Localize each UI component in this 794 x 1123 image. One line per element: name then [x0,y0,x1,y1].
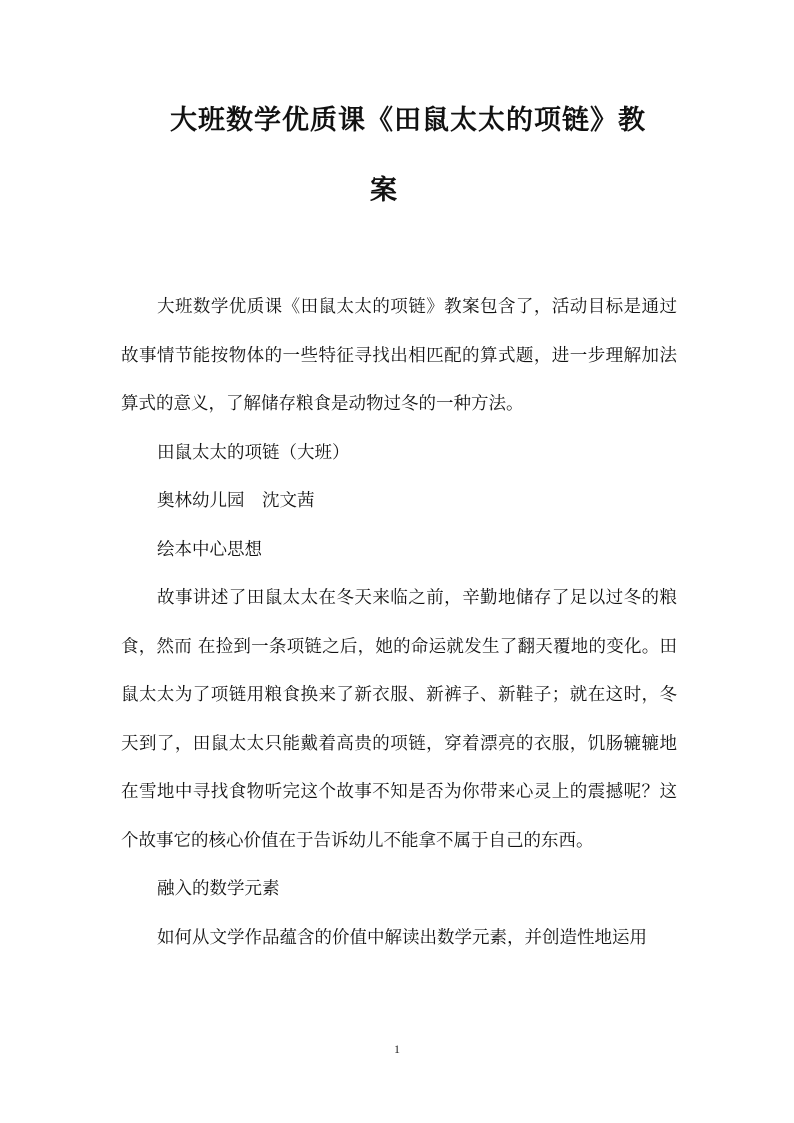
lesson-heading: 田鼠太太的项链（大班） [157,442,350,463]
story-summary-paragraph: 故事讲述了田鼠太太在冬天来临之前，辛勤地储存了足以过冬的粮食，然而 在捡到一条项链之后，她的命运就发生了翻天覆地的变化。田鼠太太为了项链用粮食换来了新衣服、新裤子、新鞋子；就在这时，冬天到了，田鼠太太只能戴着高贵的项链，穿着漂亮的衣服，饥肠辘辘地在雪地中寻找食物听完这个故事不知是否为你带来心灵上的震撼呢？这个故事它的核心价值在于告诉幼儿不能拿不属于自己的东西。 [121,588,677,851]
page-number: 1 [394,1042,400,1056]
document-title-line2: 案 [370,175,398,206]
document-body [121,283,677,962]
section-heading-core-idea: 绘本中心思想 [157,539,262,560]
section-heading-math-elements: 融入的数学元素 [157,879,280,899]
author-line: 奥林幼儿园 沈文茜 [157,491,315,511]
math-elements-paragraph: 如何从文学作品蕴含的价值中解读出数学元素，并创造性地运用 [157,927,647,948]
document-title-line1: 大班数学优质课《田鼠太太的项链》教 [170,105,646,136]
intro-paragraph: 大班数学优质课《田鼠太太的项链》教案包含了，活动目标是通过故事情节能按物体的一些特征寻找出相匹配的算式题，进一步理解加法算式的意义，了解储存粮食是动物过冬的一种方法。 [121,297,677,414]
